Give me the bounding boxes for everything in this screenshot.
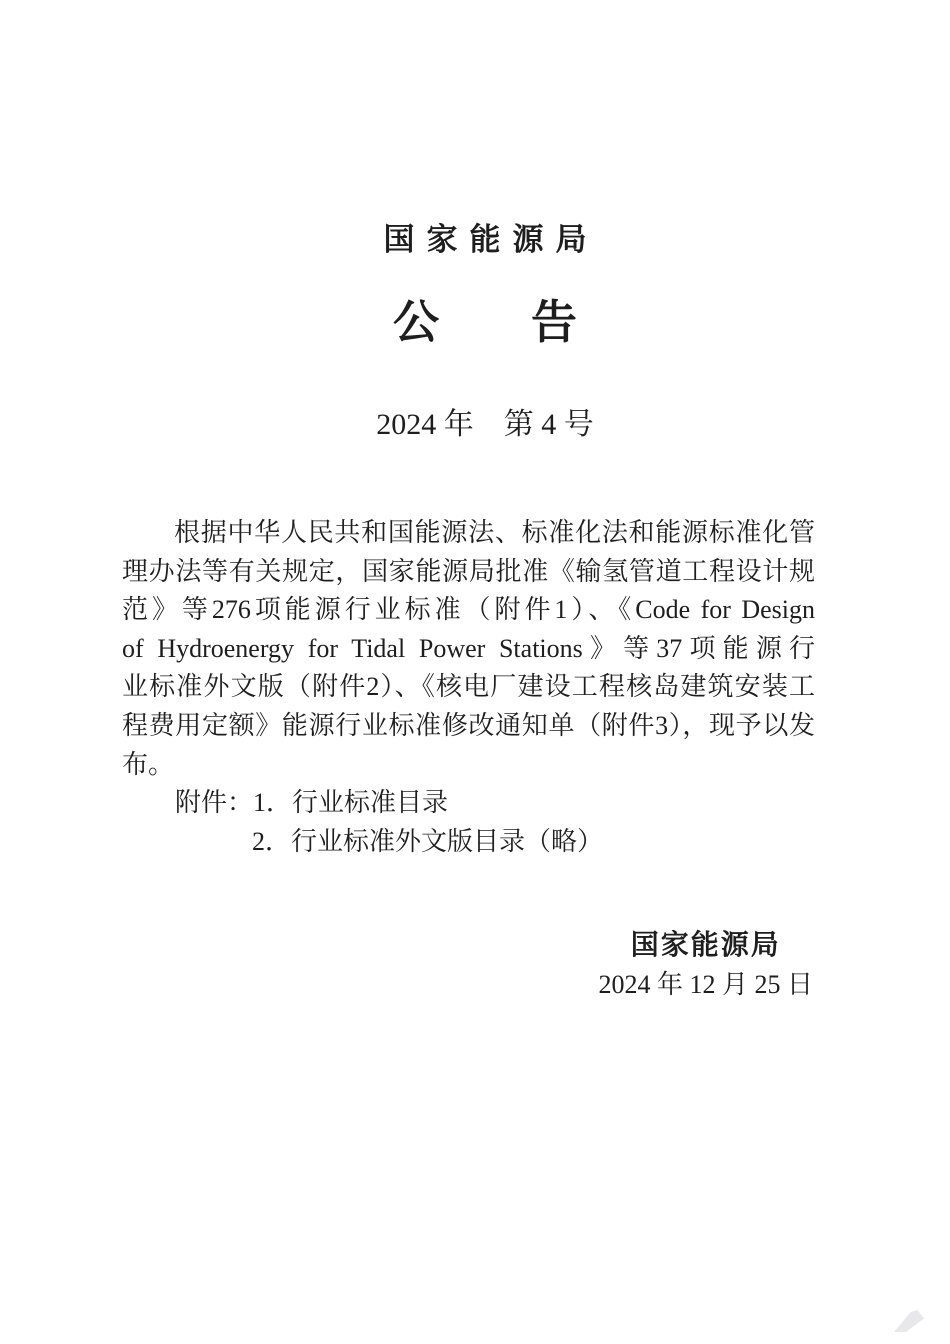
- signature-date: 2024 年 12 月 25 日: [598, 970, 813, 1000]
- document-header: [10, 0, 950, 442]
- paragraph-line: 业标准外文版（附件2）、《核电厂建设工程核岛建筑安装工: [122, 672, 815, 702]
- announcement-title: 公 告: [393, 296, 577, 348]
- attachments-line: [122, 823, 815, 862]
- paragraph-line: 程费用定额》能源行业标准修改通知单（附件3），现予以发: [122, 710, 815, 740]
- doc-number: 2024 年 第 4 号: [376, 408, 594, 441]
- paragraph-line: 范》等276项能源行业标准（附件1）、《Code for Design: [122, 595, 815, 625]
- paragraph-line: of Hydroenergy for Tidal Power Stations》等37项能源行: [122, 633, 815, 663]
- attachment-item: 1．行业标准目录: [253, 788, 449, 818]
- signature-block: [598, 925, 813, 1005]
- paragraph-line: 理办法等有关规定，国家能源局批准《输氢管道工程设计规: [122, 556, 815, 586]
- paragraph-line: 根据中华人民共和国能源法、标准化法和能源标准化管: [174, 518, 815, 547]
- announcement-body: [122, 514, 815, 861]
- attachment-item: 2．行业标准外文版目录（略）: [252, 826, 604, 856]
- page-fold-decoration: [894, 1310, 924, 1332]
- paragraph-line: 布。: [122, 749, 175, 779]
- attachments-line: [122, 784, 815, 823]
- agency-title: 国家能源局: [383, 222, 599, 257]
- signature-issuer: 国家能源局: [630, 929, 781, 961]
- attachments-label: 附件：: [175, 788, 254, 818]
